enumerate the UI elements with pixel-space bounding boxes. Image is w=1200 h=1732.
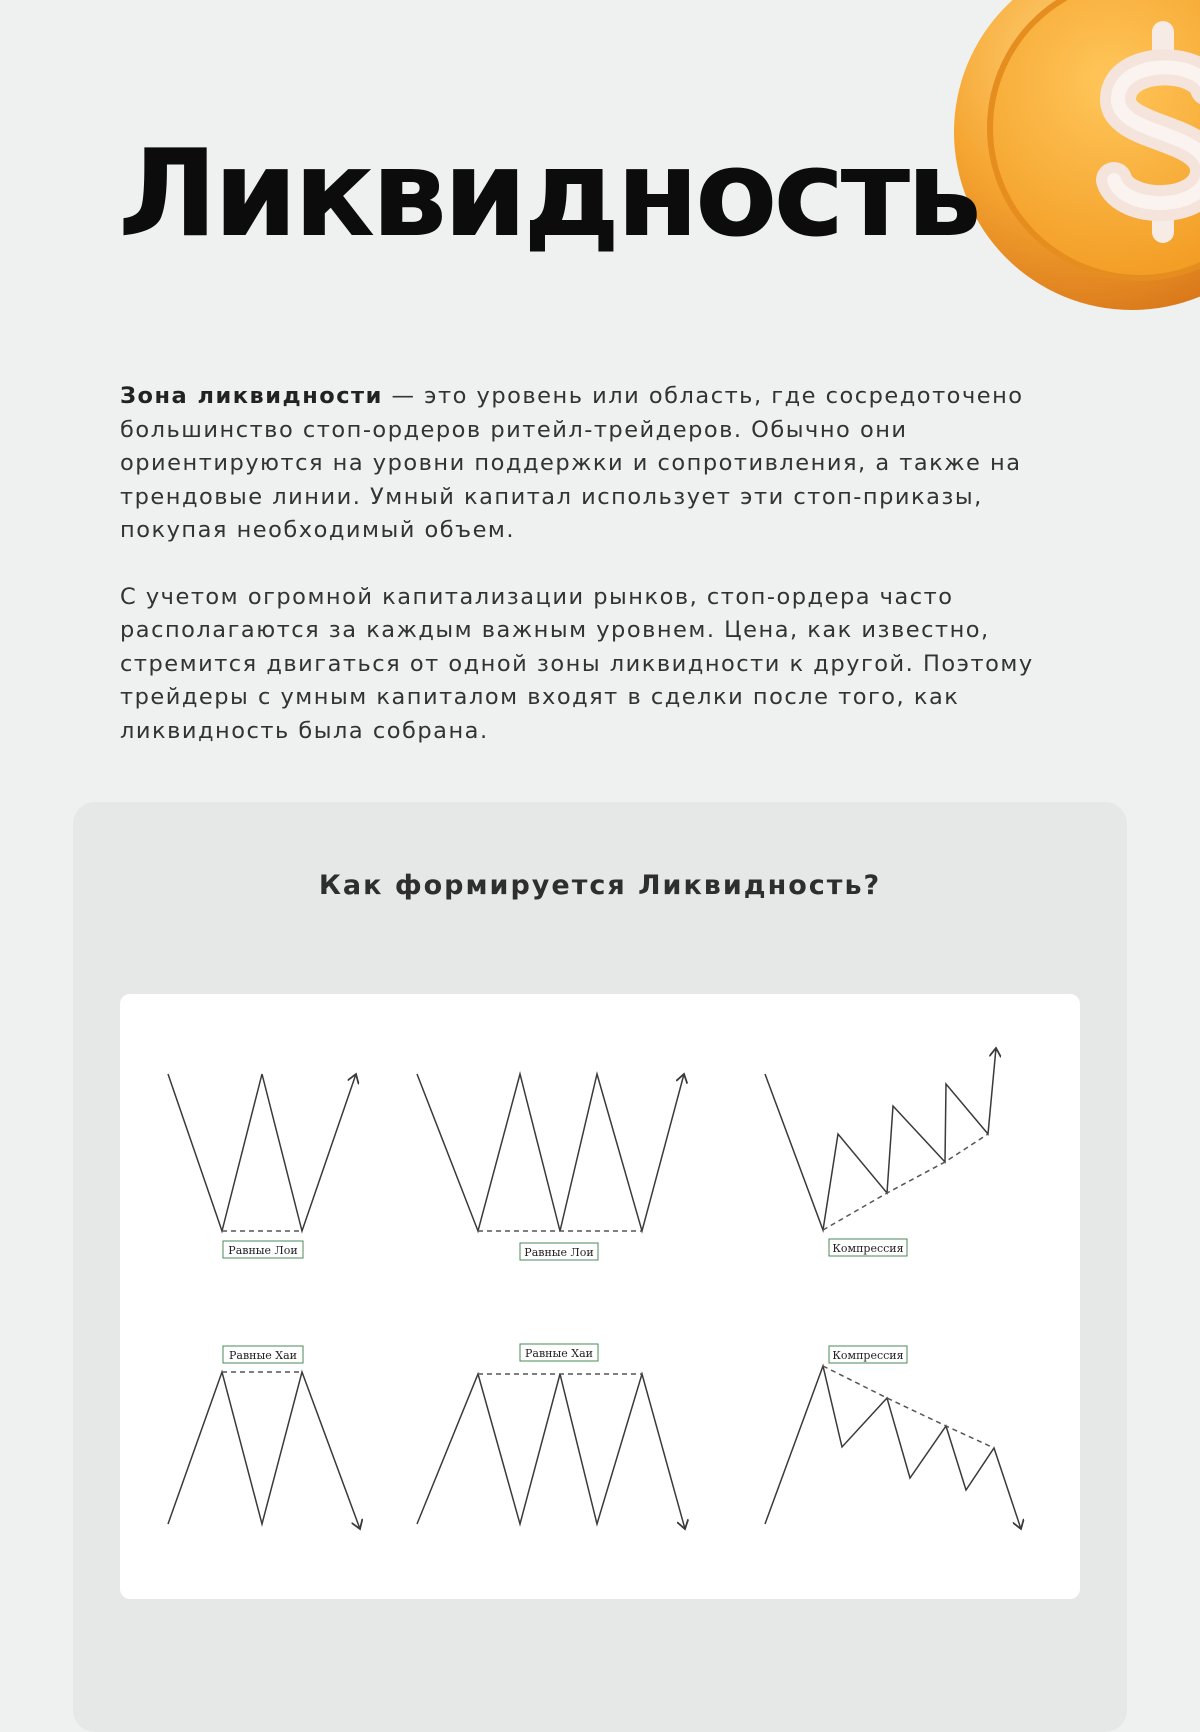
intro-paragraph-2: С учетом огромной капитализации рынков, стоп-ордера часто располагаются за каждым важным уровнем. Цена, как известно, стремится двигаться от одной зоны ликвидности к другой. Поэтому трейдеры с умным капиталом входят в сделки после того, как ликвидность была собрана.: [120, 583, 1034, 744]
intro-text: [120, 380, 1090, 781]
pattern-compression-up: [765, 1048, 996, 1256]
pattern-compression-down: [765, 1346, 1021, 1529]
patterns-diagram: [120, 994, 1080, 1599]
pattern-label: Равные Хаи: [229, 1349, 297, 1362]
pattern-equal-lows-2: [417, 1074, 684, 1260]
pattern-equal-lows-1: [168, 1074, 356, 1258]
pattern-equal-highs-1: [168, 1346, 360, 1529]
intro-paragraph-1-text: — это уровень или область, где сосредоточено большинство стоп-ордеров ритейл-трейдеров. Обычно они ориентируются на уровни поддержки и сопротивления, а также на трендовые линии. Умный капитал использует эти стоп-приказы, покупая необходимый объем.: [120, 383, 1024, 543]
panel-title: Как формируется Ликвидность?: [318, 870, 882, 901]
dollar-coin-icon: [950, 0, 1200, 340]
pattern-label: Равные Хаи: [525, 1347, 593, 1360]
pattern-label: Компрессия: [832, 1349, 904, 1362]
pattern-label: Компрессия: [832, 1242, 904, 1255]
page-title: Ликвидность: [118, 125, 979, 264]
pattern-label: Равные Лои: [524, 1246, 594, 1259]
liquidity-zone-term: Зона ликвидности: [120, 383, 383, 409]
pattern-label: Равные Лои: [228, 1244, 298, 1257]
intro-paragraph-1: [120, 380, 1090, 548]
pattern-equal-highs-2: [417, 1344, 685, 1529]
patterns-card: [120, 994, 1080, 1599]
